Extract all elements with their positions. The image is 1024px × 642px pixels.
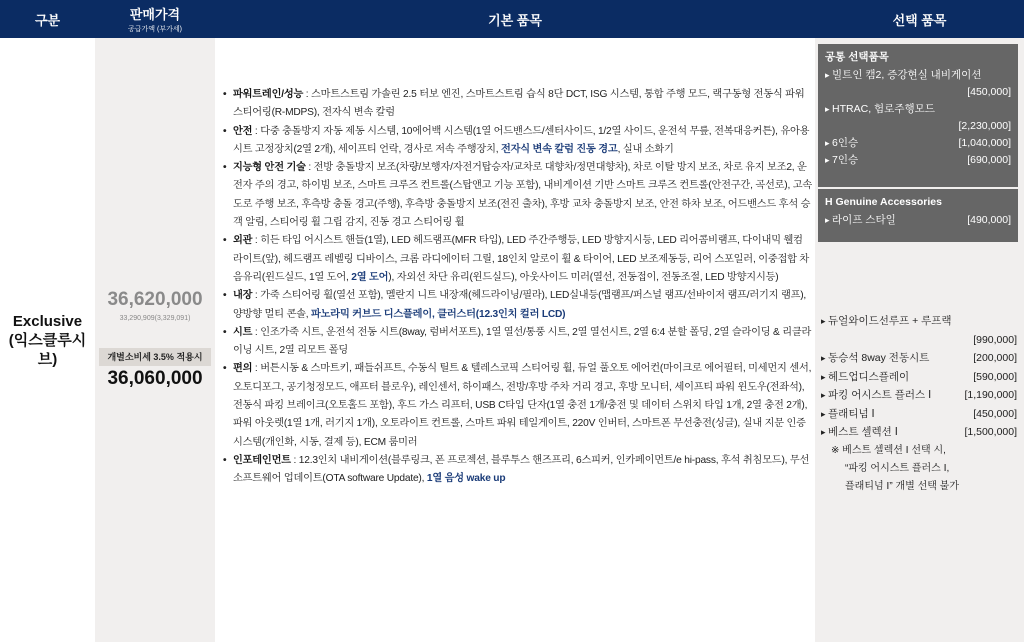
separator: :: [305, 162, 314, 174]
option-label: ▸ 라이프 스타일: [825, 212, 896, 229]
option-price: [690,000]: [967, 154, 1011, 166]
option-label: ▸ 헤드업디스플레이: [821, 368, 909, 387]
option-note: 플래티넘 Ⅰ” 개별 선택 불가: [845, 480, 959, 492]
basic-item-text: 히든 타입 어시스트 핸들(1열), LED 헤드램프(MFR 타입), LED 주간주행등, LED 방향지시등, LED 리어콤비램프, 다이내믹 웰컴 라이트(앞), 헤드램프 레벨링 디바이스, 크롬 라디에이터 그릴, 18인치 알로이 휠 & 타이어, LED 보조제동등, 리어 스포일러, 이중접합 차음유리(윈드실드, 1열 도어,: [233, 235, 810, 283]
option-item: [821, 386, 1017, 405]
separator: :: [252, 235, 261, 247]
option-price: [450,000]: [967, 86, 1011, 98]
header-price-sub: 공급가액 (부가세): [128, 26, 182, 33]
tax-badge: 개별소비세 3.5% 적용시: [99, 348, 211, 366]
header-option-items: [815, 0, 1024, 38]
separator: :: [252, 363, 261, 375]
separator: :: [252, 125, 261, 137]
basic-item-category: 외관: [233, 235, 253, 247]
option-price: [590,000]: [973, 370, 1017, 383]
option-label: ▸ 6인승: [825, 135, 858, 152]
basic-item-category: 지능형 안전 기술: [233, 162, 306, 174]
common-options-box: [818, 44, 1018, 187]
option-item: [825, 212, 1011, 229]
option-label: ▸ 동승석 8way 전동시트: [821, 349, 929, 368]
header-option-label: 선택 품목: [892, 12, 947, 28]
separator: :: [290, 454, 299, 466]
trim-name-ko: (익스클루시브): [8, 331, 87, 368]
basic-item-text: 12.3인치 내비게이션(블루링크, 폰 프로젝션, 블루투스 핸즈프리, 6스피커, 인카페이먼트/e hi-pass, 후석 취침모드), 무선 소프트웨어 업데이트(OTA software Update),: [233, 454, 810, 485]
option-item: [821, 368, 1017, 387]
basic-items-cell: [215, 38, 815, 642]
option-item: [821, 423, 1017, 442]
option-price: [990,000]: [973, 333, 1017, 346]
basic-item: [223, 452, 813, 489]
basic-item-highlight: 전자식 변속 칼럼 진동 경고: [501, 143, 618, 155]
option-price: [490,000]: [967, 214, 1011, 226]
basic-item-text: 버튼시동 & 스마트키, 패들쉬프트, 수동식 틸트 & 텔레스코픽 스티어링 휠, 듀얼 풀오토 에어컨(마이크로 에어필터, 미세먼지 센서, 오토디포그, 공기청정모드, 애프터 블로우), 레인센서, 하이패스, 전방/후방 주차 거리 경고, 후방 모니터, 세이프티 파워 윈도우(전좌석), 전동식 파킹 브레이크(오토홀드 포함), 후드 가스 리프터, USB C타입 단자(1열 충전 1개/충전 및 데이터 스위치 타입 1개, 2열 충전 2개), 파워 아웃렛(1열 1개, 러기지 1개), 오토라이트 컨트롤, 스마트 파워 테일게이트, 220V 인버터, 스마트폰 무선충전(싱글), 실내 지문 인증 시스템(개인화, 시동, 결제 등), ECM 룸미러: [233, 363, 812, 448]
basic-item-text: 스마트스트림 가솔린 2.5 터보 엔진, 스마트스트림 습식 8단 DCT, ISG 시스템, 통합 주행 모드, 랙구동형 전동식 파워 스티어링(R-MDPS), 전자식 변속 칼럼: [233, 89, 805, 119]
basic-item-category: 인포테인먼트: [233, 454, 291, 466]
price-main: 36,620,000: [107, 289, 203, 310]
header-price: [95, 0, 215, 38]
option-item: [825, 101, 1011, 118]
option-label: ▸ 파킹 어시스트 플러스 Ⅰ: [821, 386, 931, 405]
price-cell: [95, 38, 215, 642]
basic-item-category: 안전: [233, 125, 253, 137]
common-options-title: 공통 선택품목: [825, 51, 889, 63]
basic-item-category: 편의: [233, 363, 253, 375]
option-item: [821, 405, 1017, 424]
basic-item-category: 시트: [233, 326, 253, 338]
option-item: [825, 67, 1011, 84]
option-label: ▸ 베스트 셀렉션 Ⅰ: [821, 423, 898, 442]
accessories-box: [818, 189, 1018, 242]
basic-item-text: 전방 충돌방지 보조(차량/보행자/자전거탑승자/교차로 대향차/정면대향차), 차로 이탈 방지 보조, 차로 유지 보조2, 운전자 주의 경고, 하이빔 보조, 스마트 크루즈 컨트롤(스탑앤고 기능 포함), 내비게이션 기반 스마트 크루즈 컨트롤(안전구간, 곡선로), 고속도로 주행 보조, 후측방 충돌 경고(주행), 후측방 충돌방지 보조(전진 출차), 후방 교차 충돌방지 보조, 안전 하차 보조, 어드밴스드 후석 승객 알림, 스티어링 휠 그립 감지, 진동 경고 스티어링 휠: [233, 162, 812, 229]
basic-item-highlight: 2열 도어: [351, 271, 389, 283]
basic-item-category: 내장: [233, 290, 253, 302]
header-price-label: 판매가격: [129, 7, 181, 22]
price-supply: 33,290,909(3,329,091): [119, 315, 191, 322]
basic-item: [223, 360, 813, 451]
header-gubun: [0, 0, 95, 38]
basic-item: [223, 287, 813, 324]
option-item: [821, 312, 1017, 331]
separator: :: [252, 290, 261, 302]
separator: :: [252, 326, 261, 338]
option-price: [1,500,000]: [964, 426, 1017, 438]
basic-item-text: 가죽 스티어링 휠(열선 포함), 멜란지 니트 내장재(헤드라이닝/필라), LED실내등(맵램프/퍼스널 램프/선바이저 램프/러기지 램프), 양방향 멀티 콘솔,: [233, 290, 807, 320]
basic-item-text: 다중 충돌방지 자동 제동 시스템, 10에어백 시스템(1열 어드밴스드/센터사이드, 1/2열 사이드, 운전석 무릎, 전복대응커튼), 유아용 시트 고정장치(2열 2개), 세이프티 언락, 경사로 저속 주행장치,: [233, 125, 810, 155]
option-label: ▸ 7인승: [825, 152, 858, 169]
basic-item: [223, 324, 813, 361]
option-label: ▸ 듀얼와이드선루프 + 루프랙: [821, 312, 952, 331]
option-label: ▸ HTRAC, 험로주행모드: [825, 101, 935, 118]
basic-item: [223, 159, 813, 232]
option-price: [450,000]: [973, 407, 1017, 420]
accessories-title: H Genuine Accessories: [825, 196, 942, 208]
option-note: “파킹 어시스트 플러스 Ⅰ,: [845, 462, 950, 474]
option-price: [1,190,000]: [964, 389, 1017, 401]
header-basic-label: 기본 품목: [488, 12, 542, 28]
basic-item: [223, 123, 813, 160]
trim-options-list: [821, 312, 1017, 496]
basic-item-highlight: 1열 음성 wake up: [426, 473, 506, 485]
basic-item-highlight: 파노라믹 커브드 디스플레이, 클러스터(12.3인치 컬러 LCD): [311, 308, 566, 320]
header-basic-items: [215, 0, 815, 38]
separator: :: [303, 89, 312, 100]
basic-items-list: [223, 86, 813, 489]
basic-item: [223, 86, 813, 123]
trim-name-cell: [0, 38, 95, 642]
basic-item-text: 인조가죽 시트, 운전석 전동 시트(8way, 럼버서포트), 1열 열선/통풍 시트, 2열 열선시트, 2열 6:4 분할 폴딩, 2열 슬라이딩 & 리클라이닝 시트, 2열 리모트 폴딩: [233, 326, 812, 357]
basic-item-category: 파워트레인/성능: [233, 89, 304, 100]
option-label: ▸ 빌트인 캠2, 증강현실 내비게이션: [825, 67, 981, 84]
option-price: [2,230,000]: [958, 120, 1011, 132]
basic-item: [223, 232, 813, 287]
option-label: ▸ 플래티넘 Ⅰ: [821, 405, 875, 424]
option-note: ※ 베스트 셀렉션 Ⅰ 선택 시,: [831, 444, 946, 456]
table-header: [0, 0, 1024, 38]
basic-item-text-after: , 실내 소화기: [617, 143, 674, 155]
option-item: [821, 349, 1017, 368]
option-price: [1,040,000]: [958, 137, 1011, 149]
option-item: [825, 135, 1011, 152]
option-item: [825, 152, 1011, 169]
option-price: [200,000]: [973, 352, 1017, 364]
header-gubun-label: 구분: [34, 12, 61, 28]
option-items-cell: [815, 38, 1024, 642]
trim-name-en: Exclusive: [12, 312, 83, 330]
basic-item-text-after: ), 자외선 차단 유리(윈드실드), 아웃사이드 미러(열선, 전동접이, 전동조절, LED 방향지시등): [388, 271, 779, 283]
price-final: 36,060,000: [107, 368, 203, 389]
